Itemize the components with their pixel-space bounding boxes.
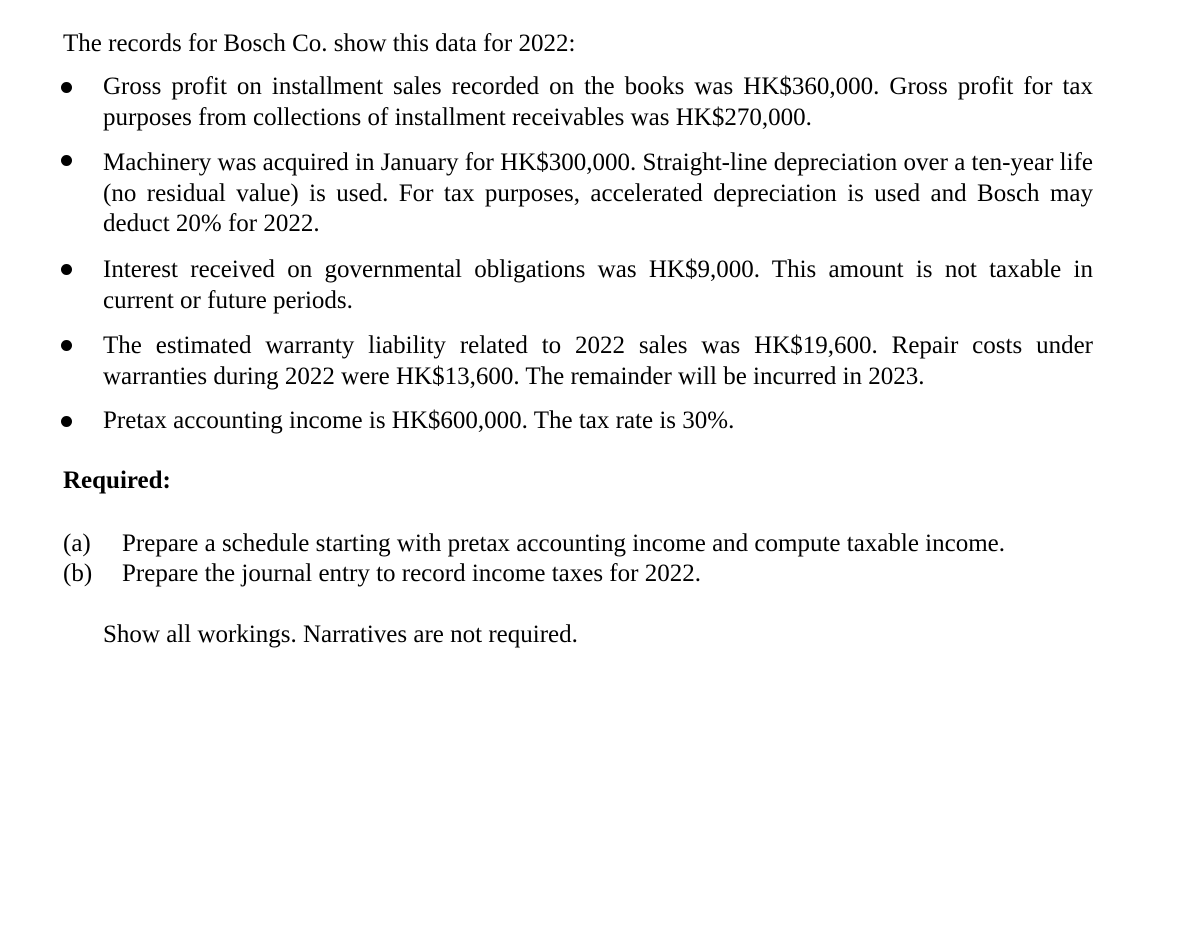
required-heading: Required:	[63, 467, 171, 494]
task-letter: (a)	[63, 530, 91, 557]
bullet-text: Pretax accounting income is HK$600,000. The tax rate is 30%.	[103, 407, 735, 434]
bullet-dot-icon	[61, 340, 72, 351]
intro-text: The records for Bosch Co. show this data for 2022:	[63, 30, 576, 57]
bullet-dot-icon	[61, 82, 72, 93]
bullet-dot-icon	[61, 264, 72, 275]
task-letter: (b)	[63, 560, 93, 587]
task-text: Prepare the journal entry to record income taxes for 2022.	[122, 560, 701, 587]
bullet-text: Machinery was acquired in January for HK$300,000. Straight-line depreciation over a ten-year life (no residual value) is used. For tax purposes, accelerated depreciation is used and Bosch may deduct 20% for 2022.	[103, 149, 1093, 237]
bullet-dot-icon	[61, 416, 72, 427]
bullet-text: Interest received on governmental obligations was HK$9,000. This amount is not taxable in current or future periods.	[103, 256, 1093, 314]
bullet-text: Gross profit on installment sales recorded on the books was HK$360,000. Gross profit for tax purposes from collections of installment receivables was HK$270,000.	[103, 73, 1093, 131]
task-text: Prepare a schedule starting with pretax accounting income and compute taxable income.	[122, 530, 1006, 557]
instruction-note: Show all workings. Narratives are not required.	[103, 621, 578, 648]
bullet-text: The estimated warranty liability related to 2022 sales was HK$19,600. Repair costs under warranties during 2022 were HK$13,600. The remainder will be incurred in 2023.	[103, 332, 1093, 390]
bullet-dot-icon	[61, 155, 72, 166]
